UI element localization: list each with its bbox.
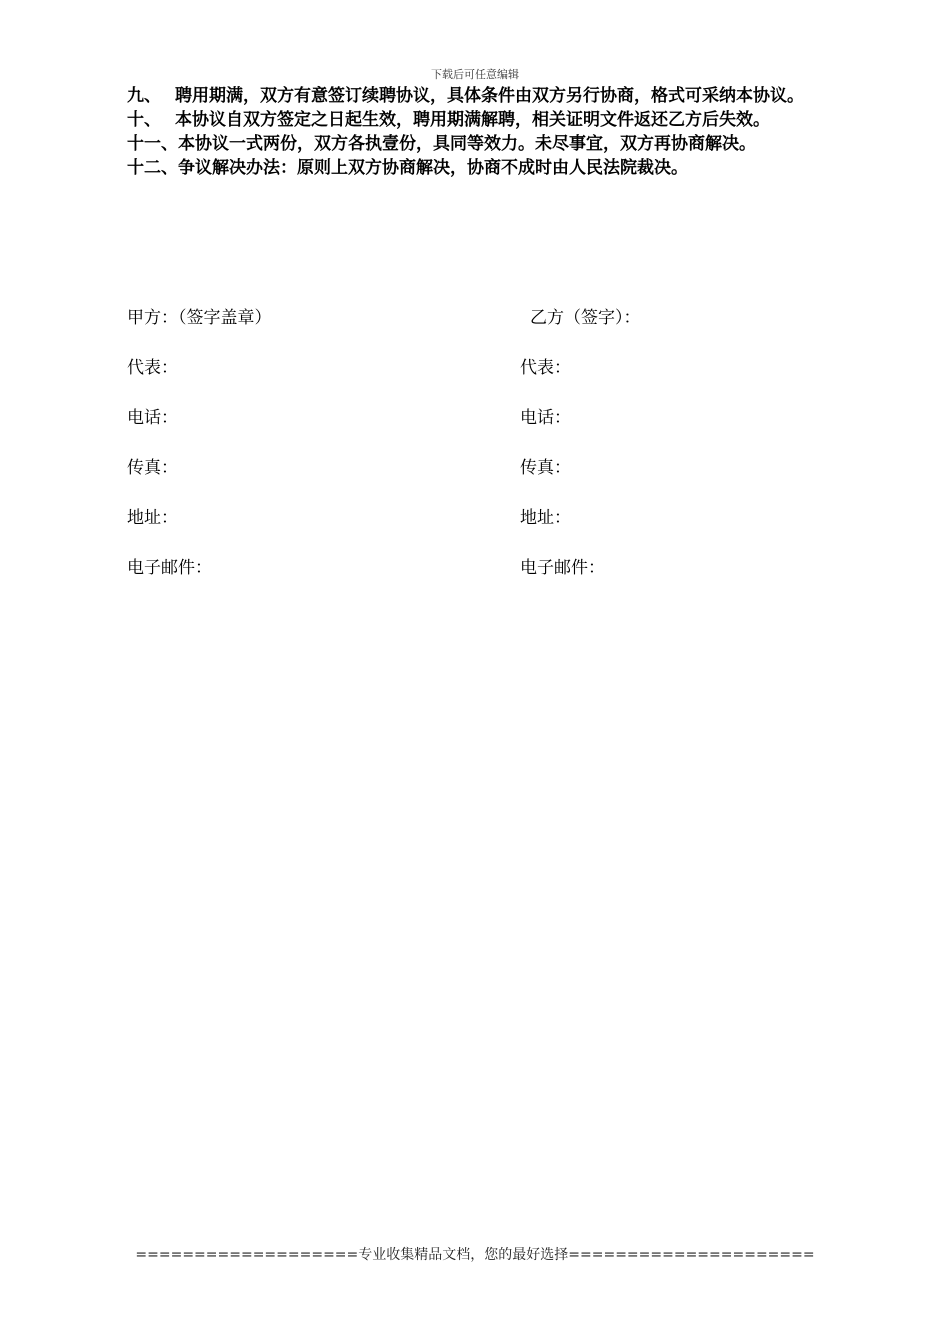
signature-row-title: [127, 306, 827, 356]
footer-banner: ===================专业收集精品文档，您的最好选择=====================: [135, 1247, 815, 1263]
clause-text: 争议解决办法：原则上双方协商解决，协商不成时由人民法院裁决。: [178, 158, 688, 178]
party-b-fax: 传真：: [520, 458, 571, 478]
header-note: 下载后可任意编辑: [431, 68, 519, 81]
signature-row-address: [127, 506, 827, 556]
clause-text: 聘用期满，双方有意签订续聘协议，具体条件由双方另行协商，格式可采纳本协议。: [175, 86, 804, 106]
party-b-address: 地址：: [520, 508, 571, 528]
party-a-address: 地址：: [127, 508, 178, 528]
party-a-phone: 电话：: [127, 408, 178, 428]
signature-block: [127, 306, 827, 606]
clause-text: 本协议自双方签定之日起生效，聘用期满解聘，相关证明文件返还乙方后失效。: [175, 110, 770, 130]
clause-number: 十一、: [127, 134, 178, 154]
party-a-title: 甲方：（签字盖章）: [127, 308, 272, 328]
signature-row-fax: [127, 456, 827, 506]
signature-row-email: [127, 556, 827, 606]
clause-9: [127, 84, 847, 108]
clause-11: [127, 132, 847, 156]
party-a-representative: 代表：: [127, 358, 178, 378]
signature-row-representative: [127, 356, 827, 406]
clause-12: [127, 156, 847, 180]
signature-row-phone: [127, 406, 827, 456]
clause-number: 十二、: [127, 158, 178, 178]
party-b-title: 乙方（签字）：: [530, 308, 641, 328]
party-b-phone: 电话：: [520, 408, 571, 428]
party-a-fax: 传真：: [127, 458, 178, 478]
party-b-email: 电子邮件：: [520, 558, 605, 578]
clause-text: 本协议一式两份，双方各执壹份，具同等效力。未尽事宜，双方再协商解决。: [178, 134, 756, 154]
clause-number: 十、: [127, 110, 161, 130]
clause-list: [127, 84, 847, 180]
party-a-email: 电子邮件：: [127, 558, 212, 578]
clause-number: 九、: [127, 86, 161, 106]
clause-10: [127, 108, 847, 132]
party-b-representative: 代表：: [520, 358, 571, 378]
